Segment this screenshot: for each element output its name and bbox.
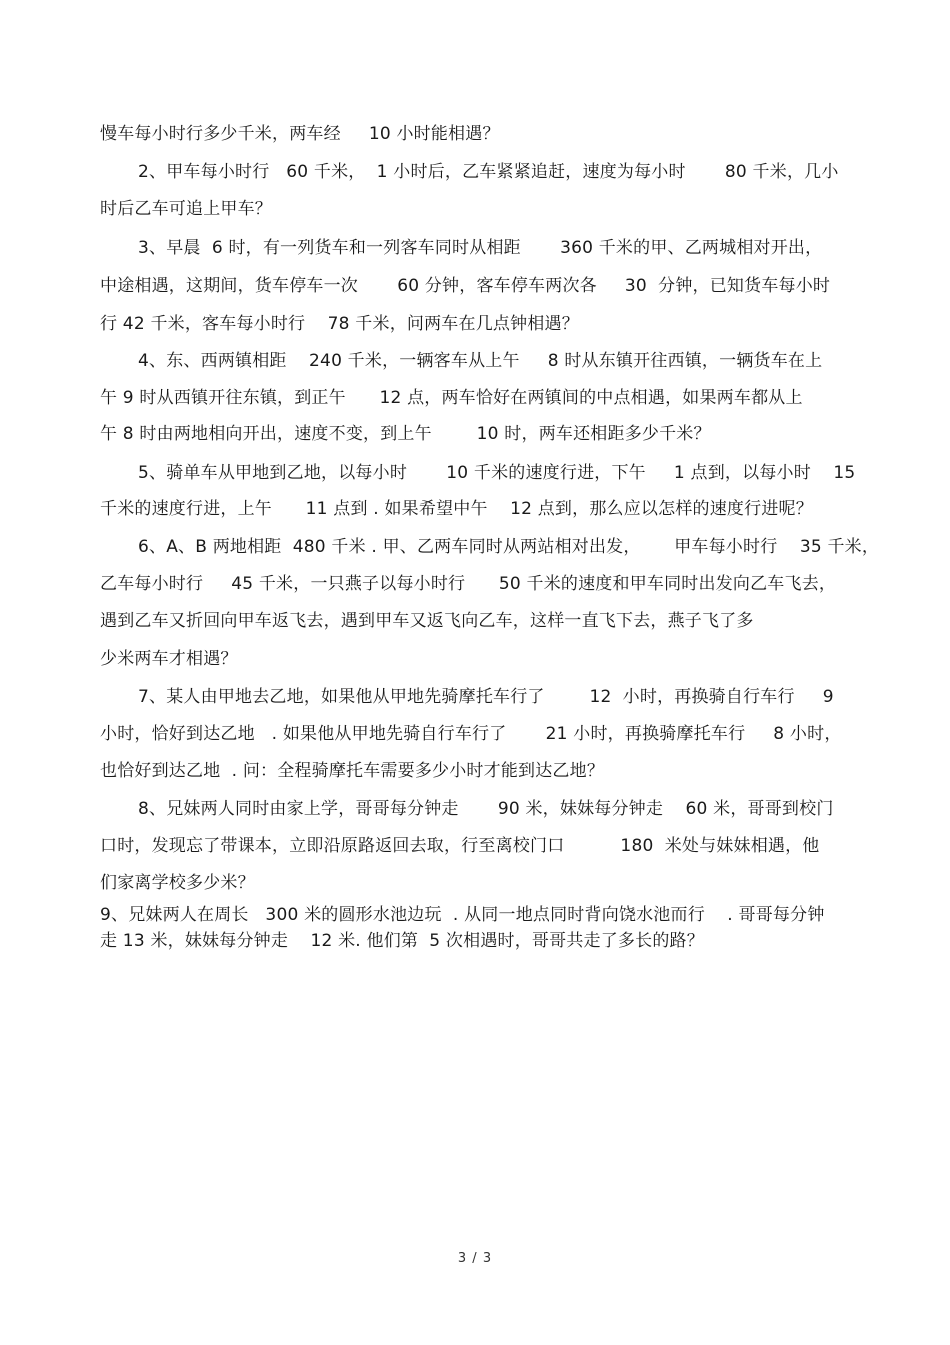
text-line: 们家离学校多少米？ [100, 873, 255, 893]
text-line: 时后乙车可追上甲车？ [100, 199, 272, 219]
text-line: 也恰好到达乙地 . 问：全程骑摩托车需要多少小时才能到达乙地？ [100, 761, 605, 781]
text-line: 2、甲车每小时行 60 千米， 1 小时后，乙车紧紧追赶，速度为每小时 80 千米，几小 [138, 162, 839, 182]
text-line: 走 13 米，妹妹每分钟走 12 米. 他们第 5 次相遇时，哥哥共走了多长的路？ [100, 931, 704, 951]
text-line: 乙车每小时行 45 千米，一只燕子以每小时行 50 千米的速度和甲车同时出发向乙车飞去， [100, 574, 837, 594]
text-line: 中途相遇，这期间，货车停车一次 60 分钟，客车停车两次各 30 分钟，已知货车每小时 [100, 276, 831, 296]
text-line: 行 42 千米，客车每小时行 78 千米，问两车在几点钟相遇？ [100, 314, 579, 334]
text-line: 午 9 时从西镇开往东镇，到正午 12 点，两车恰好在两镇间的中点相遇，如果两车都从上 [100, 388, 803, 408]
text-line: 慢车每小时行多少千米，两车经 10 小时能相遇？ [100, 124, 500, 144]
page-number: 3 / 3 [457, 1251, 493, 1266]
text-line: 千米的速度行进，上午 11 点到 . 如果希望中午 12 点到，那么应以怎样的速度行进呢？ [100, 499, 813, 519]
text-line: 7、某人由甲地去乙地，如果他从甲地先骑摩托车行了 12 小时，再换骑自行车行 9 [138, 687, 834, 707]
text-line: 少米两车才相遇？ [100, 649, 238, 669]
text-line: 5、骑单车从甲地到乙地，以每小时 10 千米的速度行进，下午 1 点到，以每小时 15 [138, 463, 856, 483]
text-line: 午 8 时由两地相向开出，速度不变，到上午 10 时，两车还相距多少千米？ [100, 424, 711, 444]
text-line: 9、兄妹两人在周长 300 米的圆形水池边玩 . 从同一地点同时背向饶水池而行 . 哥哥每分钟 [100, 905, 825, 925]
text-line: 口时，发现忘了带课本，立即沿原路返回去取，行至离校门口 180 米处与妹妹相遇，他 [100, 836, 820, 856]
text-line: 8、兄妹两人同时由家上学，哥哥每分钟走 90 米，妹妹每分钟走 60 米，哥哥到校门 [138, 799, 834, 819]
text-line: 3、早晨 6 时，有一列货车和一列客车同时从相距 360 千米的甲、乙两城相对开出， [138, 238, 823, 258]
text-line: 小时，恰好到达乙地 . 如果他从甲地先骑自行车行了 21 小时，再换骑摩托车行 8 小时， [100, 724, 842, 744]
text-line: 遇到乙车又折回向甲车返飞去，遇到甲车又返飞向乙车，这样一直飞下去，燕子飞了多 [100, 611, 754, 631]
text-line: 4、东、西两镇相距 240 千米，一辆客车从上午 8 时从东镇开往西镇，一辆货车在上 [138, 351, 823, 371]
text-line: 6、A、B 两地相距 480 千米 . 甲、乙两车同时从两站相对出发， 甲车每小时行 35 千米， [138, 537, 880, 557]
